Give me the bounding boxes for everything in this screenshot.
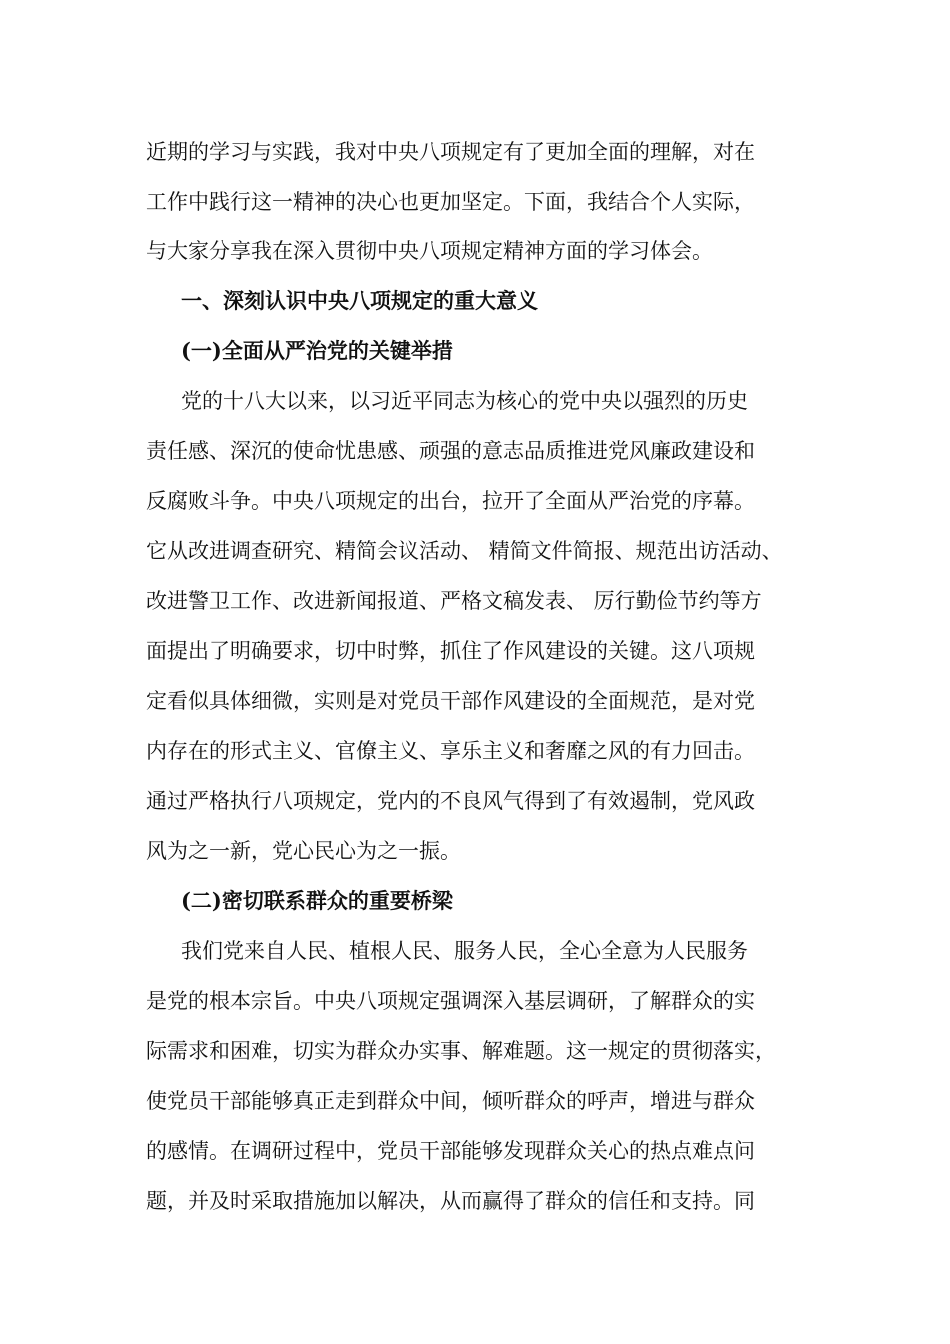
- paragraph-line: 是党的根本宗旨。中央八项规定强调深入基层调研，了解群众的实: [146, 989, 755, 1013]
- paragraph-line: 责任感、深沉的使命忧患感、顽强的意志品质推进党风廉政建设和: [146, 439, 755, 463]
- paragraph-line: 定看似具体细微，实则是对党员干部作风建设的全面规范，是对党: [146, 689, 755, 713]
- paragraph-line: 使党员干部能够真正走到群众中间，倾听群众的呼声，增进与群众: [146, 1089, 755, 1113]
- paragraph-line: 风为之一新，党心民心为之一振。: [146, 839, 461, 863]
- paragraph-line: 党的十八大以来，以习近平同志为核心的党中央以强烈的历史: [181, 389, 748, 413]
- paragraph-line: 我们党来自人民、植根人民、服务人民，全心全意为人民服务: [181, 939, 748, 963]
- paragraph-line: 它从改进调查研究、精简会议活动、 精简文件简报、规范出访活动、: [146, 539, 783, 563]
- section-heading: 一、深刻认识中央八项规定的重大意义: [181, 288, 538, 313]
- paragraph-line: 题，并及时采取措施加以解决，从而赢得了群众的信任和支持。同: [146, 1189, 755, 1213]
- paragraph-line: 面提出了明确要求，切中时弊，抓住了作风建设的关键。这八项规: [146, 639, 755, 663]
- subsection-heading: (一)全面从严治党的关键举措: [181, 338, 453, 363]
- paragraph-line: 的感情。在调研过程中，党员干部能够发现群众关心的热点难点问: [146, 1139, 755, 1163]
- paragraph-line: 改进警卫工作、改进新闻报道、严格文稿发表、 厉行勤俭节约等方: [146, 589, 762, 613]
- paragraph-line: 反腐败斗争。中央八项规定的出台，拉开了全面从严治党的序幕。: [146, 489, 755, 513]
- subsection-heading: (二)密切联系群众的重要桥梁: [181, 888, 453, 913]
- paragraph-line: 通过严格执行八项规定，党内的不良风气得到了有效遏制，党风政: [146, 789, 755, 813]
- paragraph-line: 与大家分享我在深入贯彻中央八项规定精神方面的学习体会。: [146, 239, 713, 263]
- paragraph-line: 际需求和困难，切实为群众办实事、解难题。这一规定的贯彻落实，: [146, 1039, 776, 1063]
- paragraph-line: 近期的学习与实践，我对中央八项规定有了更加全面的理解，对在: [146, 140, 755, 164]
- paragraph-line: 内存在的形式主义、官僚主义、享乐主义和奢靡之风的有力回击。: [146, 739, 755, 763]
- paragraph-line: 工作中践行这一精神的决心也更加坚定。下面，我结合个人实际，: [146, 190, 755, 214]
